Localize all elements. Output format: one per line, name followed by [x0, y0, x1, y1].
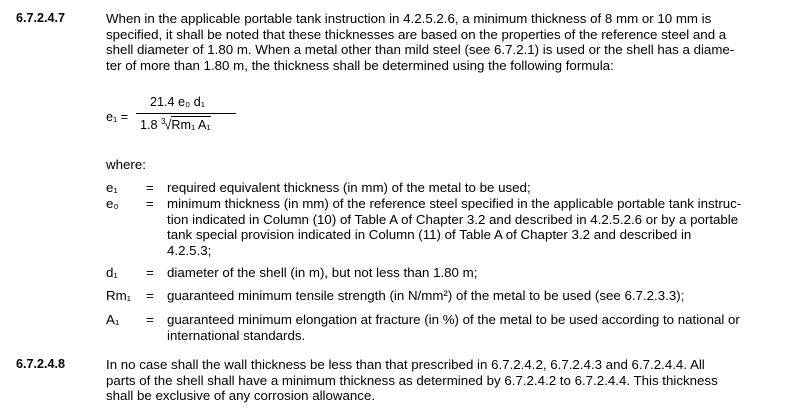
definition-symbol: e₁ [106, 180, 118, 195]
definition-symbol: Rm₁ [106, 288, 132, 303]
text-line: diameter of the shell (in m), but not less than 1.80 m; [167, 265, 478, 280]
text-line: international standards. [167, 327, 306, 343]
thickness-formula [106, 93, 406, 145]
text-line: shell diameter of 1.80 m. When a metal other than mild steel (see 6.7.2.1) is used or the shell has a diame- [106, 42, 735, 57]
formula-lhs: e₁ = [106, 110, 129, 124]
definition-symbol: d₁ [106, 265, 118, 280]
cube-root-index: 3 [161, 117, 166, 126]
definition-equals: = [146, 288, 154, 303]
radical-sign: √ [164, 117, 172, 133]
section-number-6-7-2-4-8: 6.7.2.4.8 [16, 357, 66, 371]
definition-text [167, 196, 776, 258]
definition-text [167, 180, 776, 196]
definition-text [167, 312, 776, 343]
text-line: ter of more than 1.80 m, the thickness shall be determined using the following formula: [106, 57, 614, 73]
definition-equals: = [146, 180, 154, 195]
text-line: parts of the shell shall have a minimum thickness as determined by 6.7.2.4.2 to 6.7.2.4.4. This thickness [106, 372, 718, 388]
formula-denominator [140, 118, 211, 135]
text-line: 4.2.5.3; [167, 242, 212, 258]
text-line: tank special provision indicated in Column (11) of Table A of Chapter 3.2 and described in [167, 227, 692, 242]
definition-text [167, 265, 776, 281]
text-line: guaranteed minimum elongation at fracture (in %) of the metal to be used according to national or [167, 312, 740, 327]
text-line: minimum thickness (in mm) of the reference steel specified in the applicable portable tank instruc- [167, 196, 742, 211]
definition-symbol: e₀ [106, 196, 119, 211]
text-line: In no case shall the wall thickness be less than that prescribed in 6.7.2.4.2, 6.7.2.4.3 and 6.7.2.4.4. All [106, 357, 705, 372]
fraction-bar [136, 113, 236, 114]
text-line: tion indicated in Column (10) of Table A of Chapter 3.2 and described in 4.2.5.2.6 or by a portable [167, 211, 739, 227]
section-number-6-7-2-4-7: 6.7.2.4.7 [16, 11, 66, 25]
where-label: where: [106, 157, 146, 172]
definition-symbol: A₁ [106, 312, 120, 327]
text-line: guaranteed minimum tensile strength (in N/mm²) of the metal to be used (see 6.7.2.3.3); [167, 288, 685, 303]
section-text-6-7-2-4-8 [106, 357, 776, 404]
text-line: When in the applicable portable tank instruction in 4.2.5.2.6, a minimum thickness of 8 mm or 10 mm is [106, 11, 712, 26]
text-line: required equivalent thickness (in mm) of the metal to be used; [167, 180, 531, 195]
definition-equals: = [146, 265, 154, 280]
definition-text [167, 288, 776, 304]
radicand: Rm₁ A₁ [171, 118, 211, 132]
formula-numerator: 21.4 e₀ d₁ [150, 95, 205, 109]
text-line: shall be exclusive of any corrosion allowance. [106, 388, 376, 403]
text-line: specified, it shall be noted that these thicknesses are based on the properties of the reference steel and a [106, 26, 727, 42]
section-text-6-7-2-4-7 [106, 11, 776, 73]
denominator-prefix: 1.8 [140, 118, 158, 132]
definition-equals: = [146, 196, 154, 211]
definition-equals: = [146, 312, 154, 327]
